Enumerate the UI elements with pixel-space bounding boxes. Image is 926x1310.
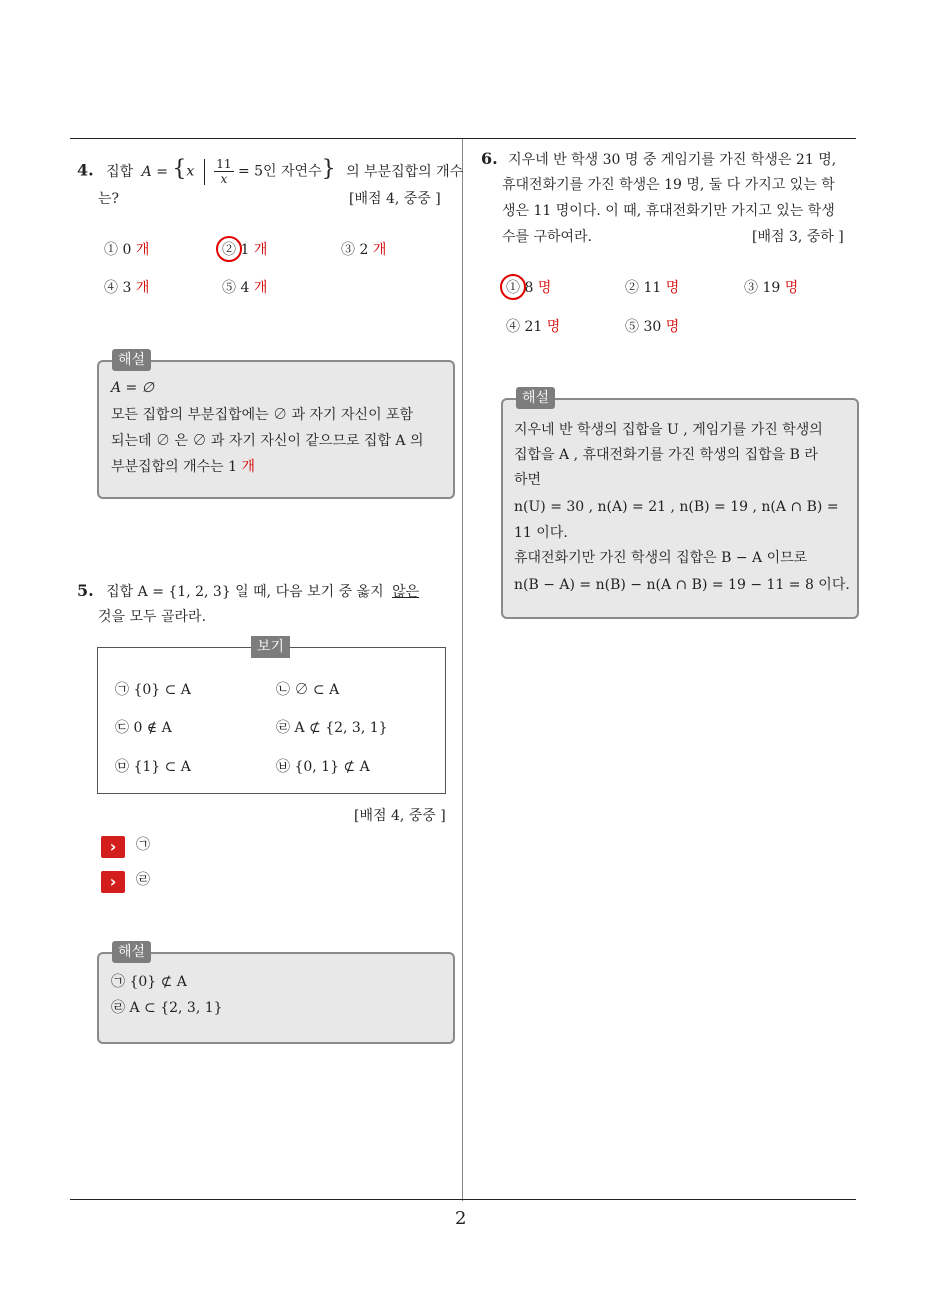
q5-bogi-3: ㉢ 0 ∉ A: [115, 720, 172, 736]
q4-score: [배점 4, 중중 ]: [349, 191, 441, 207]
top-rule: [70, 138, 856, 139]
column-divider: [462, 139, 463, 1201]
q5-sol-line-1: ㉠ {0} ⊄ A: [111, 974, 187, 990]
q6-sol-line-7: n(B − A) = n(B) − n(A ∩ B) = 19 − 11 = 8 이다.: [514, 577, 850, 593]
q6-choice-3[interactable]: ③ 19 명: [744, 280, 799, 296]
bottom-rule: [70, 1199, 856, 1200]
q4-choice-3[interactable]: ③ 2 개: [341, 242, 387, 258]
q4-stem-line2: 는?: [98, 191, 120, 207]
q5-stem-line2: 것을 모두 골라라.: [98, 609, 207, 625]
q5-sol-line-2: ㉣ A ⊂ {2, 3, 1}: [111, 1000, 223, 1016]
q5-bogi-6: ㉥ {0, 1} ⊄ A: [276, 759, 370, 775]
q4-sol-line-1: A = ∅: [111, 380, 154, 396]
q6-choice-1[interactable]: ① 8 명: [506, 280, 552, 296]
q5-number: 5.: [77, 581, 94, 600]
q5-answer-1: ㉠: [136, 837, 150, 853]
q6-sol-line-3: 하면: [514, 472, 542, 488]
q6-solution-tag: 해설: [516, 387, 555, 409]
q4-answer-circle: [216, 236, 242, 262]
q6-sol-line-1: 지우네 반 학생의 집합을 U , 게임기를 가진 학생의: [514, 422, 823, 438]
q6-stem-line4: 수를 구하여라.: [502, 229, 593, 245]
page-number: 2: [455, 1208, 467, 1229]
q6-stem-line3: 생은 11 명이다. 이 때, 휴대전화기만 가지고 있는 학생: [502, 203, 835, 219]
q5-bogi-5: ㉤ {1} ⊂ A: [115, 759, 191, 775]
q6-sol-line-2: 집합을 A , 휴대전화기를 가진 학생의 집합을 B 라: [514, 447, 818, 463]
q6-sol-line-6: 휴대전화기만 가진 학생의 집합은 B − A 이므로: [514, 550, 808, 566]
q6-choice-4[interactable]: ④ 21 명: [506, 319, 561, 335]
q6-number: 6.: [481, 149, 498, 168]
q6-score: [배점 3, 중하 ]: [752, 229, 844, 245]
q5-bogi-2: ㉡ ∅ ⊂ A: [276, 682, 340, 698]
q5-bogi-4: ㉣ A ⊄ {2, 3, 1}: [276, 720, 388, 736]
q4-choice-4[interactable]: ④ 3 개: [104, 280, 150, 296]
q6-sol-line-5: 11 이다.: [514, 525, 568, 541]
answer-arrow-icon: ›: [101, 871, 125, 893]
q4-sol-line-3: 되는데 ∅ 은 ∅ 과 자기 자신이 같으므로 집합 A 의: [111, 433, 424, 449]
q4-number: 4.: [77, 160, 94, 180]
q6-choice-5[interactable]: ⑤ 30 명: [625, 319, 680, 335]
q4-choice-5[interactable]: ⑤ 4 개: [222, 280, 268, 296]
q5-score: [배점 4, 중중 ]: [354, 808, 446, 824]
q5-answer-2: ㉣: [136, 872, 150, 888]
q6-sol-line-4: n(U) = 30 , n(A) = 21 , n(B) = 19 , n(A ∩ B) =: [514, 499, 839, 515]
q5-bogi-1: ㉠ {0} ⊂ A: [115, 682, 191, 698]
q6-answer-circle: [500, 274, 526, 300]
q6-stem-line2: 휴대전화기를 가진 학생은 19 명, 둘 다 가지고 있는 학: [502, 177, 835, 193]
q5-stem: 5. 집합 A = {1, 2, 3} 일 때, 다음 보기 중 옳지 않은: [77, 581, 420, 600]
q4-choice-2[interactable]: ② 1 개: [222, 242, 268, 258]
q6-choice-2[interactable]: ② 11 명: [625, 280, 680, 296]
q4-solution-tag: 해설: [112, 349, 151, 371]
q4-fraction: $\frac{11}{x}$: [216, 157, 232, 186]
q4-choice-1[interactable]: ① 0 개: [104, 242, 150, 258]
q5-solution-tag: 해설: [112, 941, 151, 963]
q4-stem: 4. 집합 A = {x $\frac{11}{x}$ = 5인 자연수} 의 부분집합의 개수: [77, 156, 464, 186]
answer-arrow-icon: ›: [101, 836, 125, 858]
q6-stem-line1: 6. 지우네 반 학생 30 명 중 게임기를 가진 학생은 21 명,: [481, 149, 837, 168]
q4-sol-line-4: 부분집합의 개수는 1 개: [111, 459, 255, 475]
q5-bogi-tag: 보기: [251, 636, 290, 658]
q4-sol-line-2: 모든 집합의 부분집합에는 ∅ 과 자기 자신이 포함: [111, 407, 414, 423]
